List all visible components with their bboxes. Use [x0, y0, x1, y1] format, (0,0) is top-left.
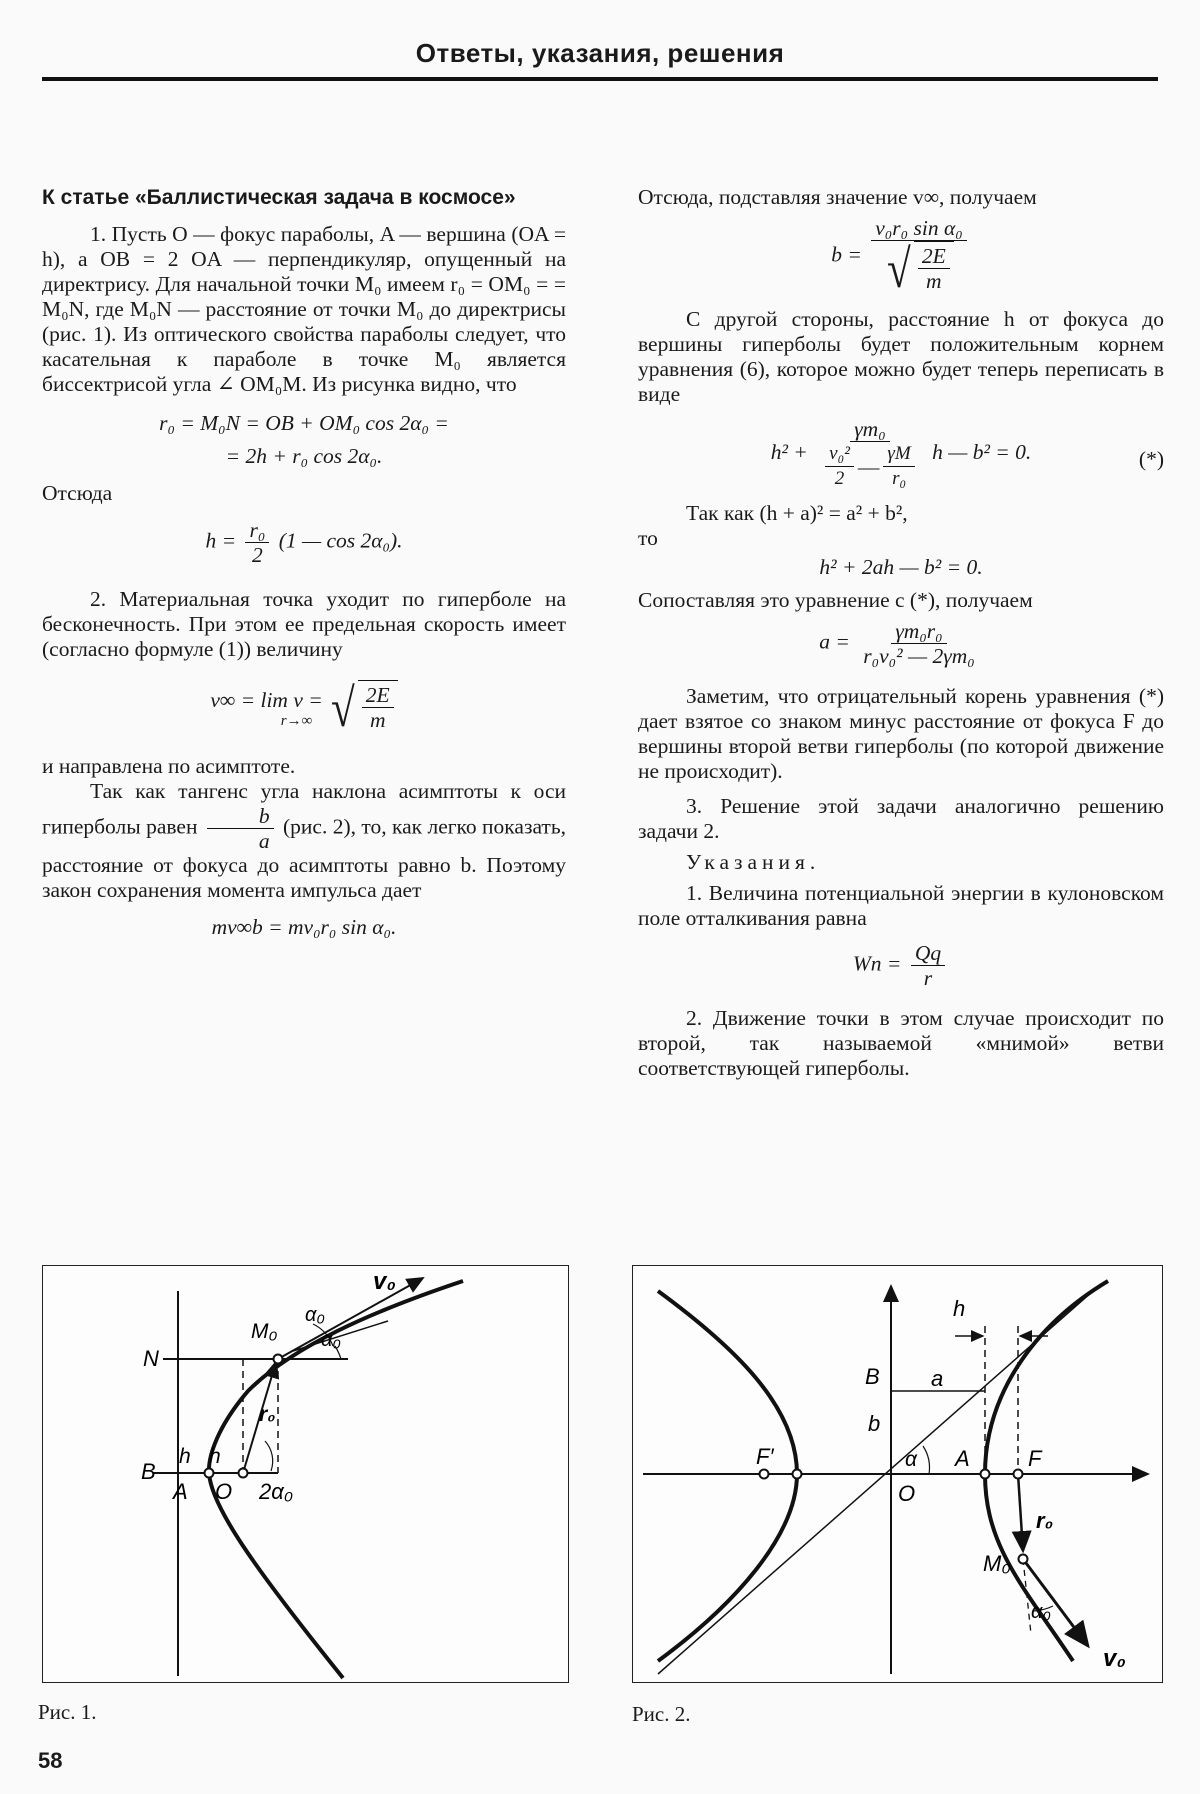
point-f-prime: [760, 1470, 769, 1479]
label-r0: r₀: [1036, 1508, 1054, 1533]
label-b: B: [141, 1459, 156, 1484]
equation-h: [42, 518, 566, 567]
label-v0: v₀: [373, 1268, 396, 1295]
label-f: F: [1028, 1446, 1042, 1471]
equation-quadratic: h² + 2ah — b² = 0.: [819, 555, 983, 579]
point-vertex-left: [793, 1470, 802, 1479]
label-b-length: b: [868, 1411, 881, 1436]
right-paragraph-2: С другой стороны, расстояние h от фокуса до вершины гиперболы будет положительным корнем уравнения (6), которое можно будет теперь переписать в виде: [638, 307, 1164, 406]
label-h-right: h: [209, 1445, 221, 1468]
equation-b-denominator: √ $\frac{2E}{m}$: [880, 241, 958, 297]
label-r0: r₀: [259, 1403, 276, 1426]
equation-v-infinity-lhs: v∞ = lim v =: [210, 687, 323, 712]
equation-b-sqrt-denominator: m: [926, 269, 942, 293]
point-o: [239, 1469, 248, 1478]
label-alpha0-lower: α₀: [321, 1329, 341, 1351]
label-h-left: h: [179, 1445, 191, 1468]
equation-star-den-a-den: 2: [834, 468, 845, 489]
equation-h-fraction: [245, 518, 269, 567]
equation-w: [638, 941, 1164, 990]
equation-v-infinity: [42, 680, 566, 736]
paragraph-4-fraction: [207, 804, 274, 853]
right-paragraph-7: Указания.: [686, 850, 821, 874]
right-paragraph-3a: Так как (h + a)² = a² + b²,: [686, 501, 908, 525]
paragraph-4-numerator: b: [207, 804, 274, 829]
right-paragraph-9: 2. Движение точки в этом случае происходит по второй, так называемой «мнимой» ветви соответствующей гиперболы.: [638, 1006, 1164, 1080]
equation-star-den-b-num: γM: [883, 442, 914, 467]
point-m0: [274, 1355, 283, 1364]
label-alpha0: α₀: [1031, 1601, 1051, 1623]
equation-star-den-b-den: r₀: [892, 468, 907, 489]
velocity-arrow: [278, 1278, 423, 1359]
equation-b-numerator: v₀r₀ sin α₀: [871, 216, 966, 241]
label-o: O: [898, 1481, 916, 1506]
equation-w-lhs: Wп =: [852, 951, 902, 976]
equation-star-tag: (*): [1138, 446, 1164, 471]
equation-v-infinity-numerator: 2E: [362, 683, 394, 708]
equation-a-denominator: r₀v₀² — 2γm₀: [863, 644, 975, 668]
equation-h-denominator: 2: [252, 543, 263, 567]
equation-v-infinity-sqrt: [328, 680, 398, 736]
equation-a-lhs: a =: [819, 629, 850, 654]
radius-vector-arrow: [1018, 1474, 1023, 1551]
label-m0: M₀: [251, 1320, 278, 1343]
figure-2-drawing: [633, 1266, 1162, 1682]
page-number: 58: [38, 1748, 63, 1773]
paragraph-otsyuda: Отсюда: [42, 481, 113, 505]
section-title: К статье «Баллистическая задача в космосе»: [42, 186, 516, 209]
header-rule: [42, 77, 1158, 81]
paragraph-4: [42, 779, 566, 903]
right-paragraph-6: 3. Решение этой задачи аналогично решению задачи 2.: [638, 794, 1164, 843]
equation-r0-line1: r₀ = M₀N = OB + OM₀ cos 2α₀ =: [159, 411, 449, 435]
equation-star: h² + γm₀ $\frac{\text{v₀²}}{2}$ — $\frac{\gamma M}{\text{r₀}}$ h — b² = 0. (*): [770, 417, 1164, 489]
label-alpha: α: [905, 1448, 917, 1471]
equation-momentum: mv∞b = mv₀r₀ sin α₀.: [211, 915, 397, 939]
right-paragraph-1: Отсюда, подставляя значение v∞, получаем: [638, 185, 1037, 209]
label-n: N: [143, 1346, 159, 1371]
equation-star-numerator: γm₀: [850, 417, 889, 442]
paragraph-4-denominator: a: [258, 829, 270, 853]
right-paragraph-3b: то: [638, 526, 658, 550]
paragraph-4-part-b: (рис. 2), то, как легко показать, расстояние от фокуса до асимптоты равно b. Поэтому закон сохранения момента импульса дает: [42, 814, 567, 902]
label-f-prime: F′: [756, 1444, 774, 1469]
label-two-alpha0: 2α₀: [259, 1479, 294, 1504]
angle-arc-two-alpha: [265, 1441, 273, 1471]
equation-r0: [42, 411, 566, 469]
equation-star-rhs: h — b² = 0.: [932, 439, 1032, 464]
hyperbola-left-branch: [658, 1291, 797, 1661]
left-column: [42, 185, 566, 952]
equation-b-lhs: b =: [831, 242, 862, 267]
paragraph-1: 1. Пусть O — фокус параболы, A — вершина (OA = h), а OB = 2 OA — перпендикуляр, опущенный на директрису. Для начальной точки M₀ имеем r₀ = OM₀ = = M₀N, где M₀N — расстояние от точки M₀ до директрисы (рис. 1). Из оптического свойства параболы следует, что касательная к параболе в точке M₀ является биссектрисой угла ∠ OM₀M. Из рисунка видно, что: [42, 222, 566, 396]
label-a-point: A: [955, 1446, 970, 1471]
equation-a: [638, 619, 1164, 668]
equation-b: [638, 216, 1164, 297]
label-m0: M₀: [983, 1551, 1011, 1576]
point-a: [981, 1470, 990, 1479]
right-paragraph-8: 1. Величина потенциальной энергии в кулоновском поле отталкивания равна: [638, 881, 1164, 930]
equation-h-lhs: h =: [205, 528, 237, 553]
right-paragraph-4: Сопоставляя это уравнение с (*), получаем: [638, 588, 1033, 612]
equation-v-infinity-limit-sub: r→∞: [280, 712, 313, 729]
equation-w-numerator: Qq: [911, 941, 945, 966]
equation-r0-line2: = 2h + r₀ cos 2α₀.: [225, 444, 383, 468]
angle-arc-alpha: [923, 1446, 929, 1474]
point-a: [205, 1469, 214, 1478]
equation-v-infinity-denominator: m: [369, 708, 386, 732]
equation-h-numerator: r₀: [245, 518, 269, 543]
paragraph-2: 2. Материальная точка уходит по гиперболе на бесконечность. При этом ее предельная скорость имеет (согласно формуле (1)) величину: [42, 587, 566, 661]
equation-star-den-a-num: v₀²: [825, 442, 854, 467]
sqrt-sign: √: [331, 678, 355, 738]
equation-h-rhs: (1 — cos 2α₀).: [278, 528, 403, 553]
figure-2: [632, 1265, 1163, 1683]
label-o: O: [215, 1479, 233, 1504]
right-column: [638, 185, 1164, 1081]
paragraph-3: и направлена по асимптоте.: [42, 754, 296, 778]
figure-1-drawing: [43, 1266, 568, 1682]
point-m0: [1019, 1555, 1028, 1564]
label-b-point: B: [865, 1364, 880, 1389]
paragraph-4-part-a: Так как тангенс угла наклона асимптоты к оси гиперболы равен: [42, 779, 566, 839]
running-header: Ответы, указания, решения: [415, 38, 785, 68]
equation-star-lhs: h² +: [770, 439, 808, 464]
figure-1: [42, 1265, 569, 1683]
point-f: [1014, 1470, 1023, 1479]
label-v0: v₀: [1103, 1645, 1126, 1672]
equation-a-numerator: γm₀r₀: [891, 619, 946, 644]
right-paragraph-5: Заметим, что отрицательный корень уравнения (*) дает взятое со знаком минус расстояние от фокуса F до вершины второй ветви гиперболы (по которой движение не происходит).: [638, 684, 1164, 783]
label-alpha0-upper: α₀: [305, 1304, 325, 1326]
equation-b-sqrt-numerator: 2E: [918, 244, 950, 269]
equation-b-fraction: [871, 216, 966, 297]
label-h: h: [953, 1296, 966, 1321]
figure-2-caption: Рис. 2.: [632, 1702, 691, 1726]
equation-w-denominator: r: [923, 966, 933, 990]
label-a: A: [173, 1479, 188, 1504]
figure-1-caption: Рис. 1.: [38, 1700, 97, 1724]
label-a-length: a: [931, 1366, 944, 1391]
